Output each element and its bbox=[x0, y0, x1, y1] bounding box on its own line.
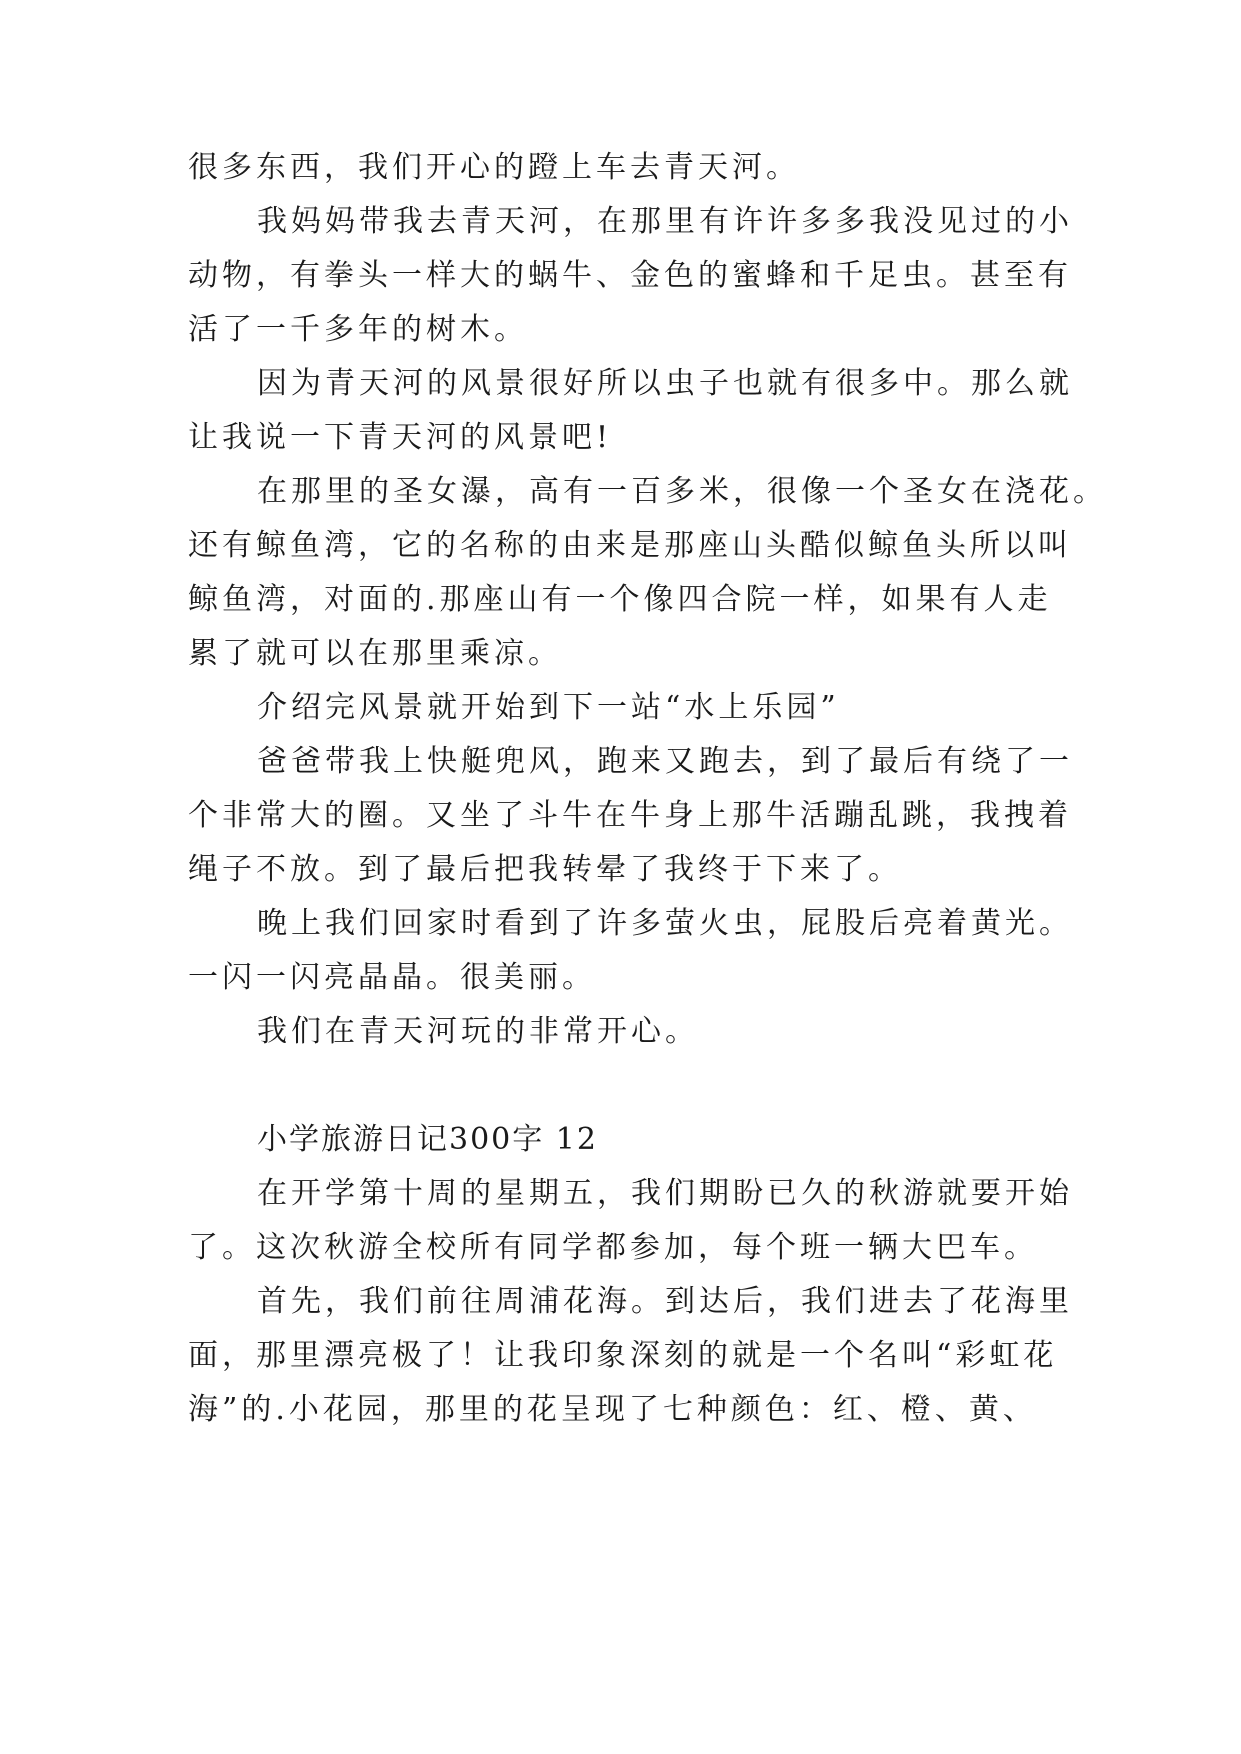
paragraph-start: 在那里的圣女瀑，高有一百多米，很像一个圣女在浇花。 bbox=[257, 474, 1107, 509]
paragraph-start: 介绍完风景就开始到下一站“水上乐园” bbox=[257, 690, 840, 725]
text-line: 鲸鱼湾，对面的.那座山有一个像四合院一样，如果有人走 bbox=[188, 582, 1052, 617]
text-line: 了。这次秋游全校所有同学都参加，每个班一辆大巴车。 bbox=[188, 1230, 1038, 1265]
paragraph-start: 在开学第十周的星期五，我们期盼已久的秋游就要开始 bbox=[257, 1176, 1073, 1211]
paragraph-start: 我妈妈带我去青天河，在那里有许许多多我没见过的小 bbox=[257, 204, 1073, 239]
text-line: 很多东西，我们开心的蹬上车去青天河。 bbox=[188, 150, 800, 185]
paragraph-start: 晚上我们回家时看到了许多萤火虫，屁股后亮着黄光。 bbox=[257, 906, 1073, 941]
text-line: 累了就可以在那里乘凉。 bbox=[188, 636, 562, 671]
text-line: 让我说一下青天河的风景吧! bbox=[188, 420, 613, 455]
text-line: 动物，有拳头一样大的蜗牛、金色的蜜蜂和千足虫。甚至有 bbox=[188, 258, 1072, 293]
text-line: 海”的.小花园，那里的花呈现了七种颜色：红、橙、黄、 bbox=[188, 1392, 1037, 1427]
text-line: 还有鲸鱼湾，它的名称的由来是那座山头酷似鲸鱼头所以叫 bbox=[188, 528, 1072, 563]
text-line: 活了一千多年的树木。 bbox=[188, 312, 528, 347]
text-line: 个非常大的圈。又坐了斗牛在牛身上那牛活蹦乱跳，我拽着 bbox=[188, 798, 1072, 833]
text-line: 一闪一闪亮晶晶。很美丽。 bbox=[188, 960, 596, 995]
paragraph-start: 我们在青天河玩的非常开心。 bbox=[257, 1014, 699, 1049]
text-line: 面，那里漂亮极了！让我印象深刻的就是一个名叫“彩虹花 bbox=[188, 1338, 1058, 1373]
paragraph-start: 首先，我们前往周浦花海。到达后，我们进去了花海里 bbox=[257, 1284, 1073, 1319]
paragraph-start: 因为青天河的风景很好所以虫子也就有很多中。那么就 bbox=[257, 366, 1073, 401]
paragraph-start: 爸爸带我上快艇兜风，跑来又跑去，到了最后有绕了一 bbox=[257, 744, 1073, 779]
text-line: 绳子不放。到了最后把我转晕了我终于下来了。 bbox=[188, 852, 902, 887]
section-heading: 小学旅游日记300字 12 bbox=[257, 1122, 598, 1157]
